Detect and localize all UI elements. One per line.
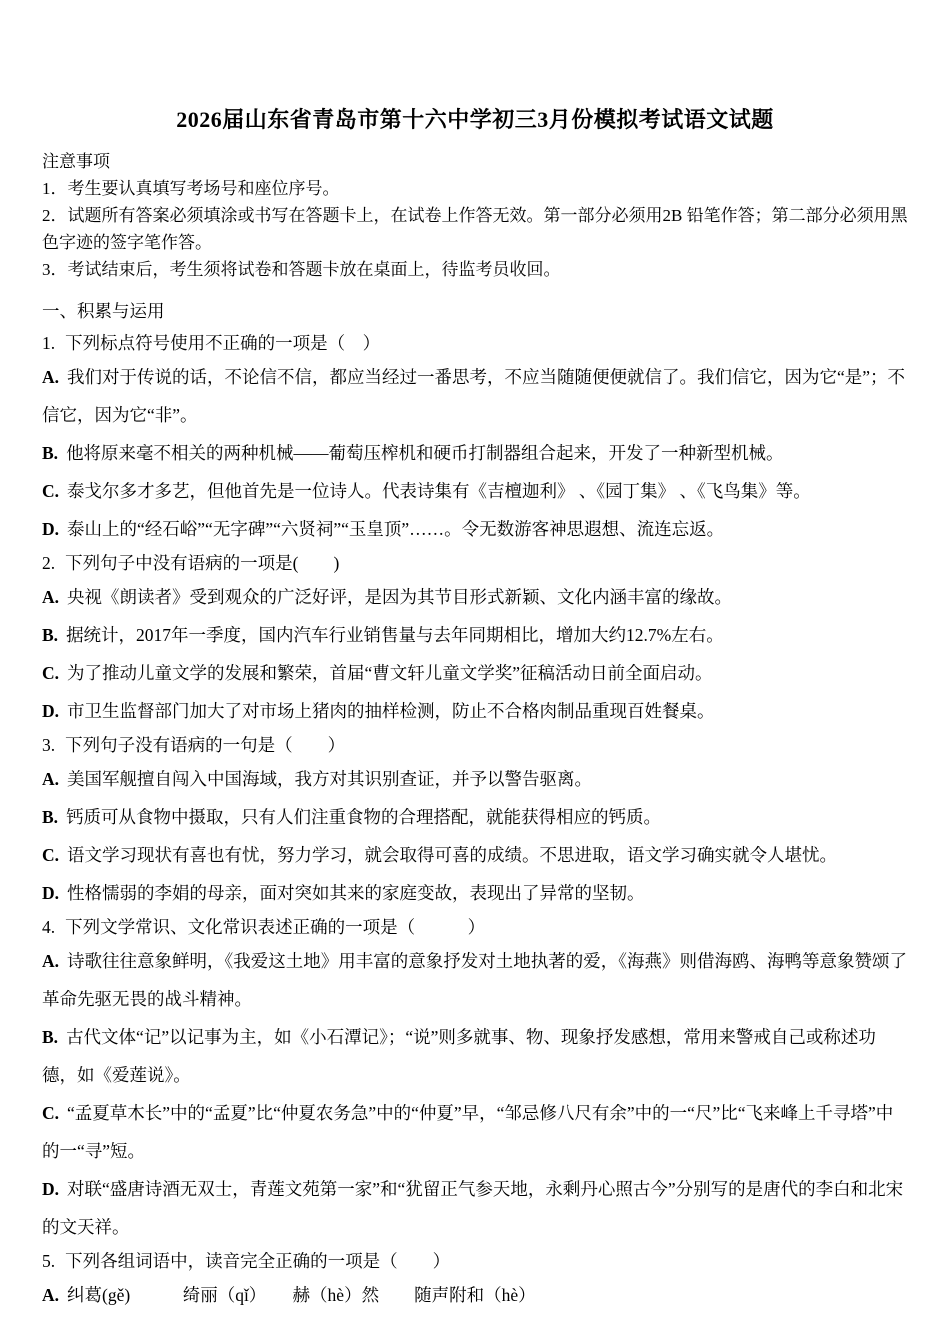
question-1-option-c — [42, 472, 908, 510]
question-3-option-d-text: 性格懦弱的李娟的母亲，面对突如其来的家庭变故，表现出了异常的坚韧。 — [67, 883, 645, 903]
question-3-option-c-label: C. — [42, 845, 60, 865]
question-4-option-d-label: D. — [42, 1179, 60, 1199]
question-4-number: 4. — [42, 917, 56, 937]
question-2-option-a-label: A. — [42, 587, 60, 607]
question-2-stem — [42, 548, 908, 578]
question-4-option-c — [42, 1094, 908, 1170]
question-4-option-a-label: A. — [42, 951, 60, 971]
question-1-option-b — [42, 434, 908, 472]
question-2-option-d-label: D. — [42, 701, 60, 721]
notice-heading: 注意事项 — [42, 152, 110, 171]
question-5 — [42, 1246, 908, 1314]
question-2 — [42, 548, 908, 730]
question-5-stem — [42, 1246, 908, 1276]
question-3-option-c-text: 语文学习现状有喜也有忧，努力学习，就会取得可喜的成绩。不思进取，语文学习确实就令人堪忧。 — [67, 845, 838, 865]
question-3-option-a — [42, 760, 908, 798]
question-3-option-b-label: B. — [42, 807, 59, 827]
question-2-number: 2. — [42, 553, 56, 573]
question-1-option-c-label: C. — [42, 481, 60, 501]
question-1-option-a-label: A. — [42, 367, 60, 387]
question-2-option-a — [42, 578, 908, 616]
question-1-text: 下列标点符号使用不正确的一项是（ ） — [65, 333, 381, 353]
question-2-option-b — [42, 616, 908, 654]
question-4-option-c-text: “孟夏草木长”中的“孟夏”比“仲夏农务急”中的“仲夏”早，“邹忌修八尺有余”中的一“尺”比“飞来峰上千寻塔”中的一“寻”短。 — [42, 1103, 894, 1161]
question-2-option-a-text: 央视《朗读者》受到观众的广泛好评，是因为其节目形式新颖、文化内涵丰富的缘故。 — [67, 587, 733, 607]
question-4-option-d-text: 对联“盛唐诗酒无双士，青莲文苑第一家”和“犹留正气参天地，永剩丹心照古今”分别写的是唐代的李白和北宋的文天祥。 — [42, 1179, 904, 1237]
question-1-stem — [42, 328, 908, 358]
question-1-option-d-label: D. — [42, 519, 60, 539]
notice-item-3: 3．考试结束后，考生须将试卷和答题卡放在桌面上，待监考员收回。 — [42, 260, 561, 279]
question-3-option-c — [42, 836, 908, 874]
notice-item-1: 1．考生要认真填写考场号和座位序号。 — [42, 179, 340, 198]
question-4-option-d — [42, 1170, 908, 1246]
question-5-option-a-label: A. — [42, 1285, 60, 1305]
question-3-option-a-text: 美国军舰擅自闯入中国海域，我方对其识别查证，并予以警告驱离。 — [67, 769, 593, 789]
question-3-option-b-text: 钙质可从食物中摄取，只有人们注重食物的合理搭配，就能获得相应的钙质。 — [66, 807, 662, 827]
question-2-option-b-label: B. — [42, 625, 59, 645]
section-accumulation-and-use — [42, 295, 908, 1314]
question-2-option-d-text: 市卫生监督部门加大了对市场上猪肉的抽样检测，防止不合格肉制品重现百姓餐桌。 — [67, 701, 715, 721]
question-3-option-a-label: A. — [42, 769, 60, 789]
question-4-option-a — [42, 942, 908, 1018]
question-3-stem — [42, 730, 908, 760]
question-4-option-b-label: B. — [42, 1027, 59, 1047]
question-1 — [42, 328, 908, 548]
question-1-option-a-text: 我们对于传说的话，不论信不信，都应当经过一番思考，不应当随随便便就信了。我们信它，因为它“是”；不信它，因为它“非”。 — [42, 367, 906, 425]
section-heading: 一、积累与运用 — [42, 301, 165, 321]
question-4-option-a-text: 诗歌往往意象鲜明，《我爱这土地》用丰富的意象抒发对土地执著的爱，《海燕》则借海鸥、海鸭等意象赞颂了革命先驱无畏的战斗精神。 — [42, 951, 908, 1009]
question-4 — [42, 912, 908, 1246]
notice-section — [42, 148, 908, 283]
question-4-option-b-text: 古代文体“记”以记事为主，如《小石潭记》；“说”则多就事、物、现象抒发感想，常用来警戒自己或称述功德，如《爱莲说》。 — [42, 1027, 876, 1085]
question-3-option-b — [42, 798, 908, 836]
question-2-option-d — [42, 692, 908, 730]
question-4-option-c-label: C. — [42, 1103, 60, 1123]
question-4-text: 下列文学常识、文化常识表述正确的一项是（ ） — [65, 917, 486, 937]
question-4-option-b — [42, 1018, 908, 1094]
question-3-number: 3. — [42, 735, 56, 755]
notice-item-2: 2．试题所有答案必须填涂或书写在答题卡上，在试卷上作答无效。第一部分必须用2B 铅笔作答；第二部分必须用黑色字迹的签字笔作答。 — [42, 206, 908, 252]
question-1-option-d — [42, 510, 908, 548]
question-3-text: 下列句子没有语病的一句是（ ） — [65, 735, 346, 755]
question-2-option-c — [42, 654, 908, 692]
question-2-option-b-text: 据统计，2017年一季度，国内汽车行业销售量与去年同期相比，增加大约12.7%左右。 — [66, 625, 724, 645]
question-3 — [42, 730, 908, 912]
question-2-text: 下列句子中没有语病的一项是( ) — [65, 553, 340, 573]
question-3-option-d — [42, 874, 908, 912]
question-1-option-b-text: 他将原来毫不相关的两种机械——葡萄压榨机和硬币打制器组合起来，开发了一种新型机械。 — [66, 443, 784, 463]
question-5-number: 5. — [42, 1251, 56, 1271]
question-5-text: 下列各组词语中，读音完全正确的一项是（ ） — [65, 1251, 451, 1271]
question-1-option-b-label: B. — [42, 443, 59, 463]
question-1-option-a — [42, 358, 908, 434]
question-3-option-d-label: D. — [42, 883, 60, 903]
question-1-number: 1. — [42, 333, 56, 353]
question-2-option-c-label: C. — [42, 663, 60, 683]
question-5-option-a-text: 纠葛(gě) 绮丽（qǐ） 赫（hè）然 随声附和（hè） — [67, 1285, 536, 1305]
page-title: 2026届山东省青岛市第十六中学初三3月份模拟考试语文试题 — [176, 107, 774, 132]
question-1-option-c-text: 泰戈尔多才多艺，但他首先是一位诗人。代表诗集有《吉檀迦利》 、《园丁集》 、《飞鸟集》等。 — [67, 481, 811, 501]
question-2-option-c-text: 为了推动儿童文学的发展和繁荣，首届“曹文轩儿童文学奖”征稿活动日前全面启动。 — [67, 663, 713, 683]
question-4-stem — [42, 912, 908, 942]
question-5-option-a — [42, 1276, 908, 1314]
question-1-option-d-text: 泰山上的“经石峪”“无字碑”“六贤祠”“玉皇顶”……。令无数游客神思遐想、流连忘返。 — [67, 519, 725, 539]
